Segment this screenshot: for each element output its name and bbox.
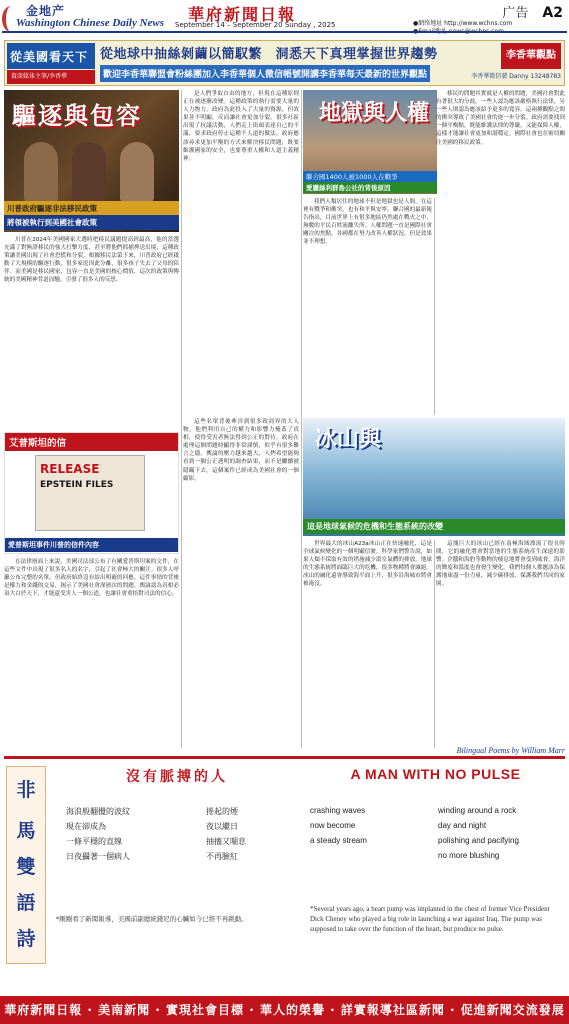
poem-lines	[66, 806, 296, 866]
photo-headline: 驅逐與包容	[12, 102, 142, 130]
poem-footnote: *剛剛看了新聞報導，美國前副總統錢尼的心臟如今已經不再跳動。	[56, 915, 248, 923]
photo-caption: 這是地球氣候的危機和生態系統的改變	[303, 519, 565, 534]
poem-title: 沒有脈搏的人	[126, 769, 228, 785]
photo-caption: 將領被執行到美國社會政策	[4, 215, 179, 230]
poem-row	[310, 836, 565, 851]
poem-lines	[310, 806, 565, 866]
column-logo: 從美國看天下	[7, 43, 95, 69]
poem-line: 海浪般翻攪的波紋	[66, 807, 130, 816]
article-column	[183, 90, 299, 415]
poem-line: 一條平穩的直線	[66, 837, 122, 846]
poem-line: now become	[310, 821, 356, 830]
poem-line: 捲起的煙	[206, 807, 238, 816]
document-cover	[35, 455, 145, 531]
section-label: 广告	[502, 6, 529, 21]
photo-headline: 艾普斯坦的信	[5, 433, 178, 451]
column-divider	[434, 540, 435, 748]
article-text: 移民的問題其實就是人權的問題，美國社會對此有著很大的分歧。一些人認為應該嚴格執行法律，另一些人則認為應該給予更多的寬容。這兩種觀點之間的衝突導致了美國社會的進一步分裂。政府需要找到一個平衡點，既能維護法律的尊嚴，又能保障人權，這樣才能讓社會更加和諧穩定。國際社會也在密切關注美國的移民政策。	[436, 91, 565, 146]
photo-caption: 愛普斯坦事件川普的信件內容	[5, 538, 178, 552]
title-char: 馬	[16, 820, 36, 842]
column-banner	[4, 40, 565, 86]
article-text: 這些名單背後牽涉到很多政商界的大人物，他們利用自己的權力和影響力掩蓋了真相，使得受害者無法得到公正的對待。政府在處理這個問題時顯得非常謹慎，似乎有很多難言之隱。輿論的壓力越來越大，人們希望能夠看到一個公正透明的調查結果，而不是繼續被隱瞞下去。這個案件已經成為美國社會的一個縮影。	[183, 419, 299, 482]
title-char: 語	[16, 892, 36, 914]
poem-title: A MAN WITH NO PULSE	[350, 766, 521, 782]
poem-row	[310, 821, 565, 836]
article-text: 世界最大的冰山A23a冰山正在快速融化，這是全球氣候變化的一個明顯信號。科學家們警告說，如果人類不採取有效的措施減少溫室氣體的排放，地球的生態系統將面臨巨大的危機，很多物種將會滅絕。冰山的融化還會導致海平面上升，很多沿海城市將會被淹沒。	[303, 541, 432, 588]
article-text: 是人們爭取自由的地方，但現在這種原則正在被逐漸改變。這種政策的執行需要大量的人力物力，政府為此投入了大量的資源，但效果並不明顯，反而讓社會更加分裂。很多社區出現了抗議活動，人們走上街頭表達自己的不滿，要求政府停止這種不人道的做法。政府應該尋求更加平衡的方式來解決移民問題，既要維護國家的安全，也要尊重人權和人道主義精神。	[183, 91, 299, 162]
article-text: 這塊巨大的冰山已經在南極海域漂流了很長時間，它的融化將會對當地的生態系統產生深遠的影響。企鵝和海豹等動物的棲息地將會受到威脅，海洋的鹽度和溫度也會發生變化。我們每個人都應該為保護地球盡一份力量，減少碳排放，保護我們共同的家園。	[436, 541, 565, 588]
photo-caption: 愛麗絲利群島公社的背後原因	[303, 182, 437, 193]
poem-row	[66, 836, 296, 851]
human-rights-photo[interactable]	[303, 90, 437, 194]
deportation-photo[interactable]	[4, 90, 179, 232]
photo-caption: 川普政府驅逐非法移民政策	[4, 201, 179, 216]
column-divider	[181, 90, 182, 748]
contact-info	[413, 20, 563, 36]
article-column	[183, 418, 299, 748]
poem-line: 日夜攝著一個病人	[66, 852, 130, 861]
poem-line: crashing waves	[310, 806, 366, 815]
page-number: A2	[542, 5, 563, 21]
poem-line: polishing and pacifying	[438, 836, 519, 845]
cover-subtitle: EPSTEIN FILES	[40, 480, 114, 490]
masthead	[0, 0, 569, 40]
column-brand: 李香華觀點	[501, 43, 561, 69]
poem-row	[310, 851, 565, 866]
article-column	[436, 90, 565, 415]
paper-name: 華府新聞日報	[188, 5, 297, 24]
column-host: 資深媒体主筆/李香華	[7, 70, 95, 84]
page-indicator	[502, 2, 563, 21]
poem-line: 抽搐又喘息	[206, 837, 246, 846]
photo-headline: 地獄與人權	[319, 101, 430, 126]
title-char: 詩	[16, 928, 36, 950]
person-figure	[120, 142, 154, 202]
poem-footnote: *Several years ago, a heart pump was implanted in the chest of former Vice President Dick Cheney who played a big role in launching a war against Iraq. The pump was supposed to take over the function of the heart, but produce no pulse.	[310, 905, 550, 933]
logo-chinese: 金地产	[26, 4, 66, 18]
column-divider	[301, 90, 302, 748]
photo-headline: 冰山與	[315, 427, 382, 452]
article-column	[4, 236, 179, 429]
poem-row	[66, 821, 296, 836]
title-char: 雙	[16, 856, 36, 878]
iceberg-photo[interactable]	[303, 418, 565, 536]
logo-english: Washington Chinese Daily News	[16, 17, 165, 29]
poem-line: no more blushing	[438, 851, 500, 860]
masthead-rule	[2, 31, 567, 33]
chinese-poem	[52, 766, 302, 964]
poem-row	[66, 851, 296, 866]
column-divider	[434, 198, 435, 415]
poem-line: 不再臉紅	[206, 852, 238, 861]
wechat-contact: 李香華微信號 Danny 13248783	[471, 73, 561, 80]
banner-headline: 從地球中抽絲剝繭以簡馭繁 洞悉天下真理掌握世界趨勢	[100, 47, 438, 62]
poem-line: a steady stream	[310, 836, 367, 845]
poem-line: winding around a rock	[438, 806, 517, 815]
bilingual-header: Bilingual Poems by William Marr	[456, 746, 565, 755]
person-figure	[72, 142, 106, 202]
epstein-files-photo[interactable]	[4, 432, 179, 554]
english-poem	[306, 766, 565, 964]
article-text: 我們人類居住的地球不但是地獄也是人間，在這裡有戰爭和衝突，也有和平與安寧。聯合國的最新報告指出，目前世界上有很多地區仍然處在戰火之中，無數的平民百姓流離失所。人權問題一直是國際社會關注的焦點，各國都在努力改善人權狀況，但是效果並不理想。	[303, 199, 432, 246]
poem-line: 夜以繼日	[206, 822, 238, 831]
poem-line: 現在卻成為	[66, 822, 106, 831]
website-link[interactable]: ●網络地址 http://www.wchns.com	[413, 20, 513, 27]
article-text: 在法律層面上來說，美國司法部公布了有關愛普斯坦案的文件，在這些文件中出現了很多名人的名字，引起了社會極大的關注。很多人呼籲公布完整的名單，但政府始終沒有給出明確的回應。這件事情的背後是權力和金錢的交易，揭示了美國社會深層次的問題。輿論認為真相必須大白於天下，才能還受害人一個公道，也讓社會重拾對司法的信心。	[4, 559, 179, 598]
newspaper-logo[interactable]	[2, 2, 174, 34]
section-rule	[4, 756, 565, 759]
poem-series-title	[6, 766, 46, 964]
person-figure	[24, 142, 58, 202]
poem-row	[310, 806, 565, 821]
title-char: 非	[16, 779, 36, 801]
photo-caption: 聯合國1400人被1000人在戰爭	[303, 171, 437, 182]
poem-row	[66, 806, 296, 821]
article-column	[4, 558, 179, 748]
footer-bar	[0, 996, 569, 1024]
poem-line	[310, 851, 438, 866]
article-column	[436, 540, 565, 748]
issue-date: September 14 – September 20 Sunday , 2025	[175, 21, 336, 29]
article-column	[303, 540, 432, 748]
footer-slogan: 華府新聞日報 · 美南新聞 · 實現社會目標 · 華人的榮譽 · 詳實報導社區新聞 · 促進新聞交流發展	[4, 1003, 565, 1017]
banner-subheadline: 歡迎李香華聯盟會粉絲團加入李香華個人微信帳號開講李香華每天最新的世界觀點	[100, 65, 430, 82]
article-text: 川普在2024年美國國家大選時把移民議題提高到最高，他的當選充滿了對無證移民的強大打擊力度，甚至將他們抓捕押送出境，這種政策讓美國出現了社會恐慌和分裂。根據移民法第下來，川普政府已經啟動了大規模的驅逐行動，很多家庭因此分離，很多孩子失去了父母的陪伴。而美國是移民國家，包容一直是美國的核心價值，這次的政策與傳統的美國精神背道而馳，引發了很多人的反思。	[4, 237, 179, 284]
poem-line: day and night	[438, 821, 487, 830]
article-column	[303, 198, 432, 415]
cover-title: RELEASE	[40, 462, 100, 476]
